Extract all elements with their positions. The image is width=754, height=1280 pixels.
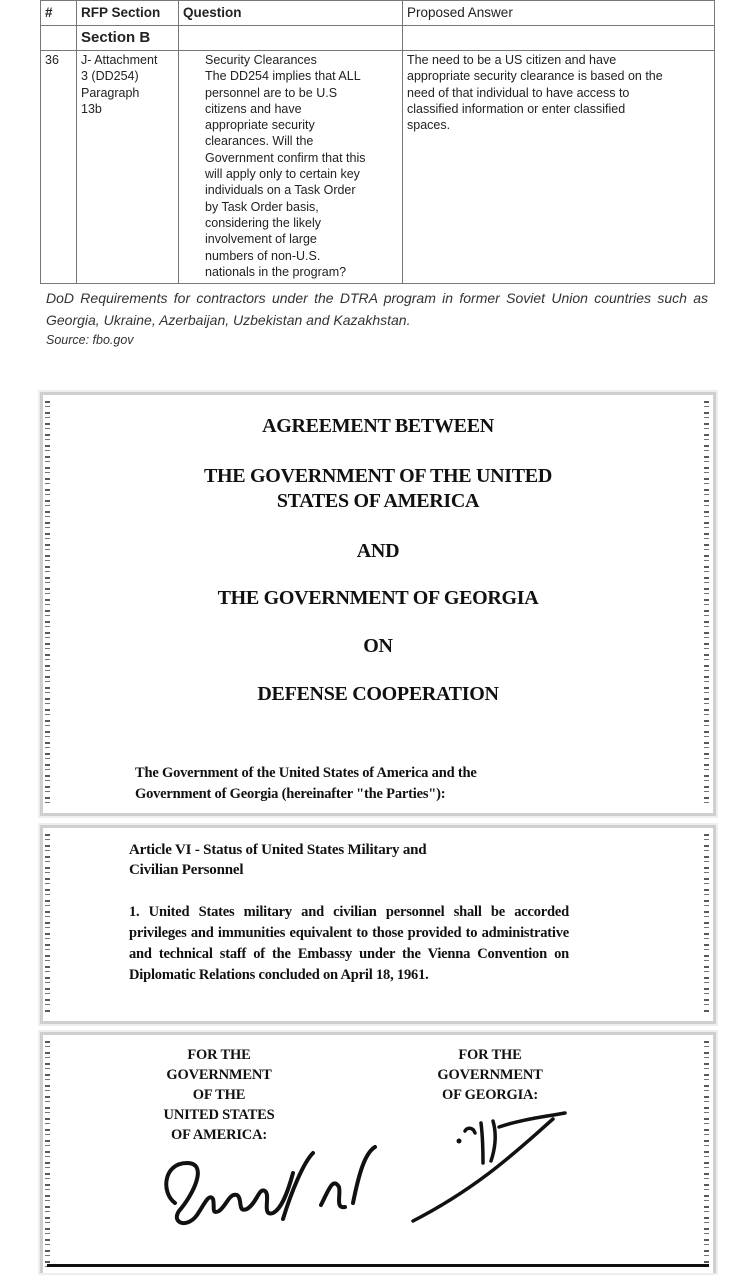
- party-us-line-1: THE GOVERNMENT OF THE UNITED: [204, 465, 552, 487]
- question-line: will apply only to certain key: [205, 167, 360, 182]
- agreement-heading: AGREEMENT BETWEEN: [262, 415, 494, 437]
- question-line: nationals in the program?: [205, 264, 347, 279]
- subject-line: DEFENSE COOPERATION: [257, 683, 499, 705]
- question-line: Security Clearances: [205, 53, 317, 67]
- scan-edge-left: [45, 1041, 50, 1267]
- party-us-line-2: STATES OF AMERICA: [276, 490, 480, 512]
- scan-edge-left: [45, 834, 50, 1015]
- agreement-title-page: [40, 392, 716, 816]
- section-row: [41, 26, 715, 51]
- question-line: by Task Order basis,: [205, 199, 319, 214]
- answer-line: need of that individual to have access to: [407, 85, 630, 100]
- georgia-block-line: GOVERNMENT: [437, 1067, 543, 1083]
- us-block-line: OF AMERICA:: [171, 1127, 267, 1143]
- scan-edge-right: [704, 834, 709, 1015]
- us-signature-block: [129, 1045, 309, 1145]
- us-block-line: GOVERNMENT: [166, 1067, 272, 1083]
- rfp-section-line: J- Attachment: [81, 53, 158, 67]
- question-line: individuals on a Task Order: [205, 183, 356, 198]
- row-proposed-answer: [403, 51, 715, 284]
- col-header-number: #: [41, 1, 77, 26]
- article-title-line: Civilian Personnel: [129, 862, 244, 878]
- rfp-section-line: 13b: [81, 101, 102, 116]
- question-line: The DD254 implies that ALL: [205, 69, 361, 84]
- question-line: appropriate security: [205, 118, 315, 133]
- us-block-line: UNITED STATES: [163, 1107, 275, 1123]
- bottom-rule: [47, 1264, 709, 1267]
- on-line: ON: [363, 635, 393, 657]
- caption-source: Source: fbo.gov: [46, 333, 134, 347]
- col-header-proposed-answer: Proposed Answer: [403, 1, 715, 26]
- article-body: 1. United States military and civilian personnel shall be accorded privileges and immunities equivalent to those provided to administrative and technical staff of the Embassy under the Vienna Convention on Diplomatic Relations concluded on April 18, 1961.: [129, 904, 569, 983]
- party-georgia-line: THE GOVERNMENT OF GEORGIA: [217, 587, 539, 609]
- row-question: [179, 51, 403, 284]
- answer-line: appropriate security clearance is based on the: [407, 69, 663, 84]
- georgia-signature-graphic: [403, 1105, 573, 1225]
- us-signature-graphic: [153, 1133, 393, 1243]
- table-row: [41, 51, 715, 284]
- question-line: personnel are to be U.S: [205, 85, 338, 100]
- answer-line: The need to be a US citizen and have: [407, 53, 617, 67]
- and-line: AND: [356, 540, 400, 562]
- intro-line: Government of Georgia (hereinafter "the Parties"):: [135, 786, 446, 802]
- caption-text: DoD Requirements for contractors under the DTRA program in former Soviet Union countries such as Georgia, Ukraine, Azerbaijan, Uzbekistan and Kazakhstan.: [46, 290, 708, 328]
- intro-line: The Government of the United States of America and the: [135, 765, 477, 781]
- agreement-intro: [135, 763, 575, 805]
- us-block-line: OF THE: [192, 1087, 246, 1103]
- row-number: 36: [41, 51, 77, 284]
- answer-line: spaces.: [407, 118, 451, 133]
- rfp-table-excerpt: [40, 0, 714, 283]
- question-line: involvement of large: [205, 232, 317, 247]
- article-title-line: Article VI - Status of United States Military and: [129, 842, 427, 858]
- question-line: numbers of non-U.S.: [205, 248, 321, 263]
- question-line: considering the likely: [205, 215, 322, 230]
- col-header-rfp-section: RFP Section: [77, 1, 179, 26]
- answer-line: classified information or enter classified: [407, 101, 626, 116]
- question-line: Government confirm that this: [205, 150, 366, 165]
- question-line: clearances. Will the: [205, 134, 314, 149]
- georgia-block-line: OF GEORGIA:: [442, 1087, 538, 1103]
- figure-caption: [46, 287, 708, 349]
- table-header-row: [41, 1, 715, 26]
- georgia-block-line: FOR THE: [458, 1047, 522, 1063]
- rfp-section-line: 3 (DD254): [81, 69, 139, 84]
- article-vi-excerpt: [40, 825, 716, 1024]
- col-header-question: Question: [179, 1, 403, 26]
- question-line: citizens and have: [205, 101, 302, 116]
- rfp-table: [40, 0, 715, 284]
- article-title: [129, 840, 569, 880]
- us-block-line: FOR THE: [187, 1047, 251, 1063]
- georgia-signature-block: [405, 1045, 575, 1105]
- rfp-section-line: Paragraph: [81, 85, 140, 100]
- section-label: Section B: [77, 26, 179, 51]
- scan-edge-right: [704, 1041, 709, 1267]
- signature-page: [40, 1032, 716, 1273]
- row-rfp-section: [77, 51, 179, 284]
